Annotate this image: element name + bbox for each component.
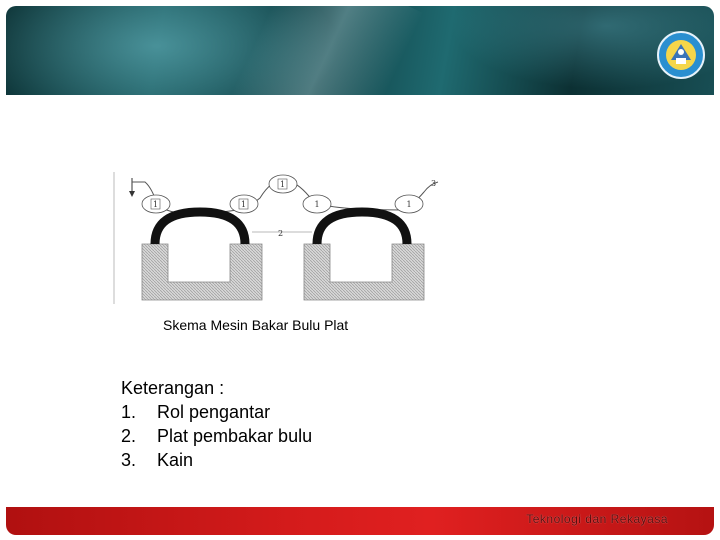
institution-logo [656, 30, 706, 80]
legend-item [121, 424, 312, 448]
svg-text:1: 1 [152, 200, 159, 209]
legend-item-text: Kain [157, 450, 194, 470]
diagram-caption [163, 317, 348, 333]
footer-text: Teknologi dan Rekayasa [526, 512, 668, 526]
footer-banner [6, 507, 714, 535]
guide-roller [303, 195, 331, 213]
svg-text:1: 1 [314, 200, 320, 209]
legend-heading: Keterangan : [121, 378, 225, 398]
header-banner [6, 6, 714, 95]
guide-roller [395, 195, 423, 213]
legend-item [121, 448, 312, 472]
header-light-streak [229, 6, 424, 95]
heated-plate-right [317, 212, 407, 244]
heated-plate-left [155, 212, 245, 244]
caption-main: Mesin Bakar Bulu Plat [210, 317, 349, 333]
guide-roller [142, 195, 170, 213]
guide-roller [269, 175, 297, 193]
caption-prefix: Skema [163, 317, 207, 333]
heater-block-left [142, 244, 262, 300]
legend-item-text: Rol pengantar [157, 402, 271, 422]
callout-label-3: 3 [431, 179, 437, 188]
heater-block-right [304, 244, 424, 300]
guide-roller [230, 195, 258, 213]
legend-item-text: Plat pembakar bulu [157, 426, 313, 446]
legend-item [121, 400, 312, 424]
svg-text:1: 1 [240, 200, 247, 209]
svg-text:1: 1 [279, 180, 286, 189]
plate-singeing-diagram [112, 170, 466, 306]
legend-item-number: 1. [121, 402, 137, 422]
legend-item-number: 3. [121, 450, 137, 470]
svg-text:1: 1 [406, 200, 412, 209]
legend [121, 376, 312, 472]
callout-label-2: 2 [278, 229, 284, 238]
legend-item-number: 2. [121, 426, 137, 446]
